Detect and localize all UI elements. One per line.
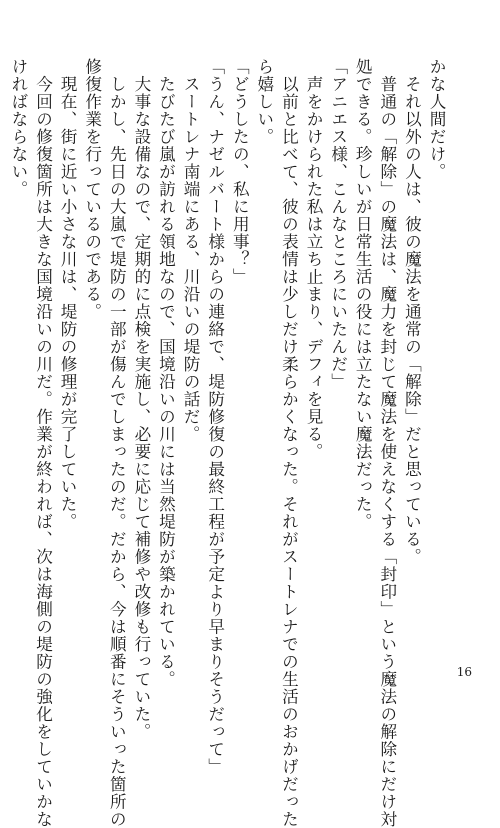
text-line: それ以外の人は、彼の魔法を通常の「解除」だと思っている。 xyxy=(402,58,422,566)
body-text xyxy=(5,58,448,828)
text-line: 処できる。珍しいが日常生活の役には立たない魔法だった。 xyxy=(353,58,373,531)
text-line: 普通の「解除」の魔法は、魔力を封じて魔法を使えなくする「封印」という魔法の解除にだけ対 xyxy=(377,58,397,828)
text-line: 「どうしたの、私に用事？」 xyxy=(230,58,250,286)
text-line: ければならない。 xyxy=(8,58,28,198)
text-line: ら嬉しい。 xyxy=(254,58,274,146)
text-line: たびたび嵐が訪れる領地なので、国境沿いの川には当然堤防が築かれている。 xyxy=(156,58,176,688)
text-line: しかし、先日の大嵐で堤防の一部が傷んでしまったのだ。だから、今は順番にそういった箇所の xyxy=(107,58,127,828)
text-line: 声をかけられた私は立ち止まり、デフィを見る。 xyxy=(304,58,324,461)
text-line: 以前と比べて、彼の表情は少しだけ柔らかくなった。それがスートレナでの生活のおかげだった xyxy=(279,58,299,828)
text-line: 「アニエス様、こんなところにいたんだ」 xyxy=(328,58,348,391)
page-number: 16 xyxy=(456,665,472,679)
text-line: 大事な設備なので、定期的に点検を実施し、必要に応じて補修や改修も行っていた。 xyxy=(131,58,151,741)
text-line: 現在、街に近い小さな川は、堤防の修理が完了していた。 xyxy=(58,58,78,531)
text-line: 修復作業を行っているのである。 xyxy=(82,58,102,321)
text-line: スートレナ南端にある、川沿いの堤防の話だ。 xyxy=(181,58,201,443)
text-line: 今回の修復箇所は大きな国境沿いの川だ。作業が終われば、次は海側の堤防の強化をしていかな xyxy=(33,58,53,828)
text-line: かな人間だけ。 xyxy=(427,58,446,181)
text-line: 「うん、ナゼルバート様からの連絡で、堤防修復の最終工程が予定より早まりそうだって」 xyxy=(205,58,225,776)
